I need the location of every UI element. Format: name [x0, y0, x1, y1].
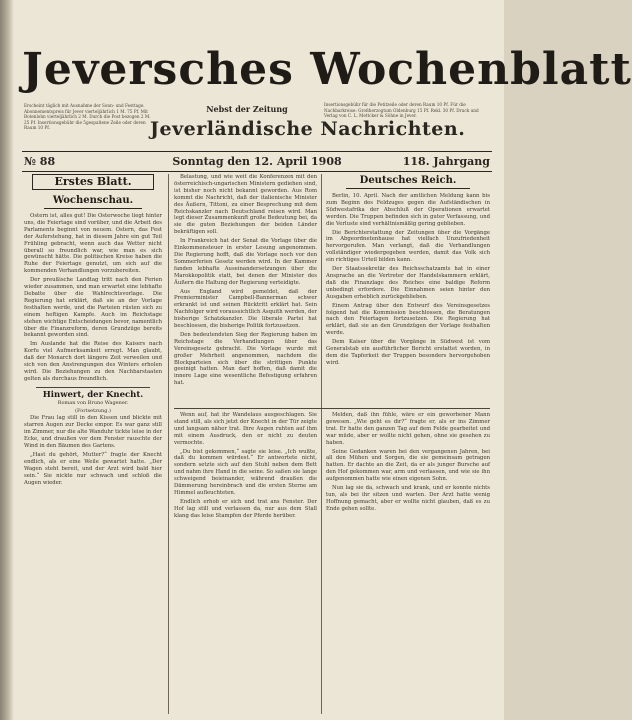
article-paragraph: Berlin, 10. April. Nach der amtlichen Meldung kann bis zum Beginn des Feldzuges gegen die Aufständischen in Südwestafrika der Abschluß der Operationen erwartet werden. Die Truppen befinden sich in guter Verfassung, und die Verluste sind verhältnismäßig gering geblieben. — [326, 193, 490, 227]
dateline-top-rule — [22, 151, 492, 152]
feuilleton-continuation: (Fortsetzung.) — [75, 407, 111, 414]
column-divider-2 — [321, 174, 322, 714]
article-paragraph: Dem Kaiser über die Vorgänge in Südwest ist vom Generalstab ein ausführlicher Bericht erstattet worden, in dem die Tapferkeit der Truppen besonders hervorgehoben wird. — [326, 339, 490, 366]
feuilleton-paragraph: „Du bist gekommen,“ sagte sie leise. „Ich wußte, daß du kommen würdest.“ Er antwortete nicht, sondern setzte sich auf den Stuhl neben dem Bett und nahm ihre Hand in die seine. So saßen sie lange schweigend beieinander, während draußen die Dämmerung hereinbrach und die ersten Sterne am Himmel aufleuchteten. — [174, 448, 317, 496]
section-heading-deutsches-reich: Deutsches Reich. — [346, 174, 470, 189]
article-paragraph: Belastung, und wie weit die Konferenzen mit den österreichisch-ungarischen Ministern gediehen sind, ist bisher noch nicht bekannt geworden. Aus Rom kommt die Nachricht, daß der italienische Minister des Äußern, Tittoni, zu einer Besprechung mit dem Reichskanzler nach Deutschland reisen wird. Man legt dieser Zusammenkunft große Bedeutung bei, da sie die guten Beziehungen der beiden Länder bekräftigen soll. — [174, 174, 317, 236]
article-paragraph: Aus England wird gemeldet, daß der Premierminister Campbell-Bannerman schwer erkrankt ist und seinen Rücktritt erklärt hat. Sein Nachfolger wird voraussichtlich Asquith werden, der bisherige Schatzkanzler. Die liberale Partei hat beschlossen, die bisherige Politik fortzusetzen. — [174, 288, 317, 330]
issue-date: Sonntag den 12. April 1908 — [172, 155, 342, 168]
masthead-title: Jeversches Wochenblatt — [22, 44, 632, 95]
section-box-erstes-blatt: Erstes Blatt. — [32, 174, 154, 190]
feuilleton-column-2 — [174, 412, 317, 522]
column-3 — [326, 174, 490, 369]
article-paragraph: Im Auslande hat die Reise des Kaisers nach Korfu viel Aufmerksamkeit erregt. Man glaubt, daß der Monarch dort längere Zeit verweilen und sich von den Anstrengungen des Winters erholen wird. Die Beziehungen zu den Nachbarstaaten gelten als durchaus freundlich. — [24, 341, 162, 382]
article-paragraph: In Frankreich hat der Senat die Vorlage über die Einkommensteuer in erster Lesung angenommen. Die Regierung hofft, daß die Vorlage noch vor den Sommerferien Gesetz werden wird. In der Kammer fanden lebhafte Auseinandersetzungen über die Marokkopolitik statt, bei denen der Minister des Äußern die Haltung der Regierung verteidigte. — [174, 238, 317, 286]
supplement-note: Nebst der Zeitung — [206, 104, 288, 114]
feuilleton-paragraph: Seine Gedanken waren bei den vergangenen Jahren, bei all den Mühen und Sorgen, die sie gemeinsam getragen hatten. Er dachte an die Zeit, da er als junger Bursche auf den Hof gekommen war, arm und verlassen, und wie sie ihn aufgenommen hatte wie einen eigenen Sohn. — [326, 448, 490, 483]
feuilleton-rule — [36, 387, 150, 388]
feuilleton-paragraph: Melden, daß ihn fühle, wäre er ein geworbener Mann gewesen. „Wie geht es dir?“ fragte er, als er ins Zimmer trat. Er hatte den ganzen Tag auf dem Felde gearbeitet und war müde, aber er wollte nicht gehen, ohne sie gesehen zu haben. — [326, 412, 490, 446]
article-paragraph: Der Staatssekretär des Reichsschatzamts hat in einer Ansprache an die Vertreter der Handelskammern erklärt, daß die Finanzlage des Reiches eine baldige Reform unbedingt erfordere. Die Einnahmen seien hinter den Ausgaben erheblich zurückgeblieben. — [326, 266, 490, 300]
dateline-bottom-rule — [22, 171, 492, 172]
column-divider-1 — [168, 174, 169, 714]
volume-year: 118. Jahrgang — [402, 155, 490, 168]
subscription-note-left: Erscheint täglich mit Ausnahme der Sonn- und Festtage. Abonnementspreis für Jever vierteljährlich 1 M. 75 Pf. Mit Botenlohn vierteljährlich 2 M. Durch die Post bezogen 2 M. 25 Pf. Insertionsgebühr die 5gespaltene Zeile oder deren Raum 10 Pf. — [24, 103, 151, 131]
column-1 — [24, 174, 162, 489]
dateline — [24, 155, 490, 171]
article-paragraph: Ostern ist, alles gut! Die Osterwoche liegt hinter uns, die Feiertage sind vorüber, und die Arbeit des Parlaments beginnt von neuem. Ostern, das Fest der Auferstehung, hat in diesem Jahre ein gut Teil Frühling gebracht, wenn auch das Wetter nicht überall so freundlich war, wie man es sich gewünscht hätte. Die politischen Kreise haben die Ruhe der Feiertage genutzt, um sich auf die kommenden Verhandlungen vorzubereiten. — [24, 213, 162, 275]
issue-number: № 88 — [24, 155, 56, 168]
article-paragraph: Die Berichterstattung der Zeitungen über die Vorgänge im Abgeordnetenhause hat vielfach Unzufriedenheit hervorgerufen. Man verlangt, daß die Verhandlungen vollständiger wiedergegeben werden, damit das Volk sich ein richtiges Urteil bilden kann. — [326, 229, 490, 264]
subscription-note-right: Insertionsgebühr für die Petitzeile oder deren Raum 10 Pf. Für die Nachbarkreise: Großherzogtum Oldenburg 15 Pf. Rekl. 30 Pf. Druck und Verlag von C. L. Mettcker & Söhne in Jever. — [324, 102, 479, 119]
feuilleton-column-3 — [326, 412, 490, 515]
article-paragraph: Einem Antrag über den Entwurf des Vereinsgesetzes folgend hat die Kommission beschlossen, die Beratungen nach den Feiertagen fortzusetzen. Die Regierung hat erklärt, daß sie an den Grundzügen der Vorlage festhalten werde. — [326, 302, 490, 337]
feuilleton-paragraph: Die Frau lag still in den Kissen und blickte mit starren Augen zur Decke empor. Es war ganz still im Zimmer, nur die alte Wanduhr tickte leise in der Ecke, und draußen vor dem Fenster rauschte der Wind in den Bäumen des Gartens. — [24, 415, 162, 450]
feuilleton-paragraph: Wenn auf, hat ihr Wandelaus ausgeschlagen. Sie stand still, als sich jetzt der Knecht in der Tür zeigte und langsam näher trat. Ihre Augen ruhten auf ihm mit einem Ausdruck, den er nicht zu deuten vermochte. — [174, 412, 317, 446]
masthead-subtitle: Jeverländische Nachrichten. — [150, 118, 466, 140]
article-paragraph: Der preußische Landtag tritt nach den Ferien wieder zusammen, und man erwartet eine lebhafte Debatte über die Wahlrechtsvorlage. Die Regierung hat erklärt, daß sie an der Vorlage festhalten werde, und die Parteien rüsten sich zu einem heftigen Kampfe. Auch im Reichstage stehen wichtige Entscheidungen bevor, namentlich über die Finanzreform, deren Grundzüge bereits bekannt geworden sind. — [24, 277, 162, 339]
feuilleton-paragraph: „Hast du gehört, Mutter?“ fragte der Knecht endlich, als er eine Weile gewartet hatte. „Der Wagen steht bereit, und der Arzt wird bald hier sein.“ Sie nickte nur schwach und schloß die Augen wieder. — [24, 452, 162, 486]
page-binding-shadow — [0, 0, 14, 720]
article-paragraph: Den bedeutendsten Sieg der Regierung haben im Reichstage die Verhandlungen über das Vereinsgesetz gebracht. Die Vorlage wurde mit großer Mehrheit angenommen, nachdem die Blockparteien sich über die strittigen Punkte geeinigt hatten. Man darf hoffen, daß damit die innere Lage eine wesentliche Befestigung erfahren hat. — [174, 331, 317, 387]
feuilleton-paragraph: Endlich erhob er sich und trat ans Fenster. Der Hof lag still und verlassen da, nur aus dem Stall klang das leise Stampfen der Pferde herüber. — [174, 498, 317, 519]
column-2 — [174, 174, 317, 389]
feuilleton-separator — [174, 408, 490, 409]
feuilleton-author: Roman von Bruno Wagener. — [57, 399, 129, 406]
feuilleton-title: Hinwert, der Knecht. — [42, 389, 144, 400]
feuilleton-paragraph: Nun lag sie da, schwach und krank, und er konnte nichts tun, als bei ihr sitzen und warten. Der Arzt hatte wenig Hoffnung gemacht, aber er wollte nicht glauben, daß es zu Ende gehen sollte. — [326, 485, 490, 512]
section-heading-wochenschau: Wochenschau. — [44, 194, 142, 209]
